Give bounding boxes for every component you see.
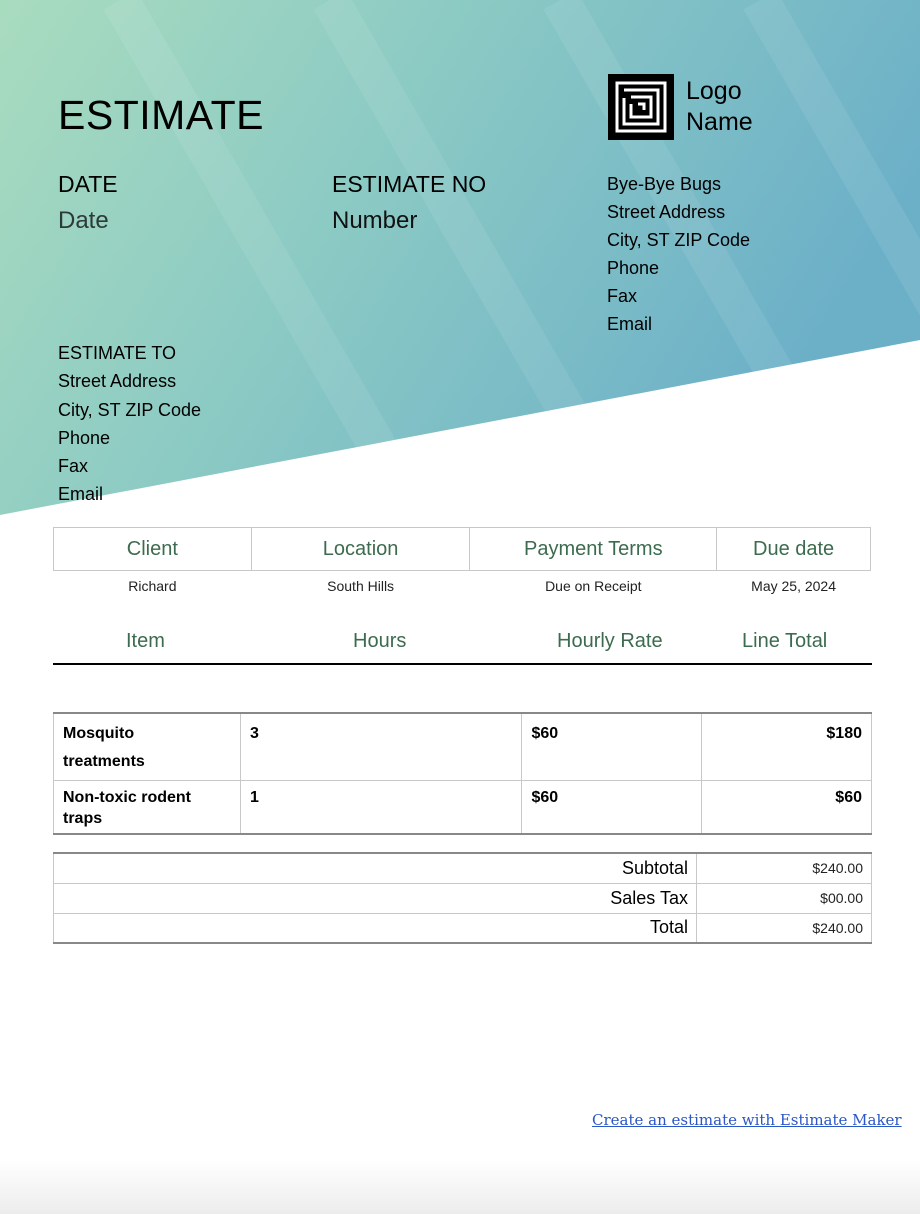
item-line-total[interactable]: $180 xyxy=(702,713,872,781)
estimate-to-email[interactable]: Email xyxy=(58,484,104,505)
client-info-value-row xyxy=(54,571,871,599)
items-header-item: Item xyxy=(126,630,165,652)
client-info-header-row xyxy=(54,528,871,571)
estimate-number-label: ESTIMATE NO xyxy=(332,171,487,197)
item-hours[interactable]: 3 xyxy=(240,713,522,781)
company-phone[interactable]: Phone xyxy=(607,258,660,278)
company-email[interactable]: Email xyxy=(607,314,653,334)
estimate-number-value[interactable]: Number xyxy=(332,207,418,234)
location-value[interactable]: South Hills xyxy=(327,577,395,594)
estimate-to-phone[interactable]: Phone xyxy=(58,427,111,448)
item-rate[interactable]: $60 xyxy=(522,713,702,781)
date-label: DATE xyxy=(58,171,118,197)
estimate-maker-link[interactable]: Create an estimate with Estimate Maker xyxy=(592,1111,902,1129)
table-row xyxy=(54,781,872,835)
total-value[interactable]: $240.00 xyxy=(697,913,872,943)
company-street[interactable]: Street Address xyxy=(607,202,726,222)
items-header-total: Line Total xyxy=(742,630,828,652)
company-city[interactable]: City, ST ZIP Code xyxy=(607,230,751,250)
items-table xyxy=(53,712,872,835)
logo-name xyxy=(686,76,753,138)
subtotal-row xyxy=(54,853,872,883)
header-client: Client xyxy=(54,528,252,571)
company-fax[interactable]: Fax xyxy=(607,286,638,306)
items-header-hours: Hours xyxy=(353,630,407,652)
item-name[interactable] xyxy=(54,781,241,835)
item-name-text: Non-toxic rodent traps xyxy=(63,789,191,827)
sales-tax-label: Sales Tax xyxy=(54,883,697,913)
client-value[interactable]: Richard xyxy=(128,577,177,594)
logo-line-1: Logo xyxy=(686,77,742,105)
logo-line-2: Name xyxy=(686,108,753,136)
payment-terms-value[interactable]: Due on Receipt xyxy=(545,577,642,594)
item-line-total[interactable]: $60 xyxy=(702,781,872,835)
due-date-value[interactable]: May 25, 2024 xyxy=(751,577,836,594)
subtotal-value[interactable]: $240.00 xyxy=(697,853,872,883)
sales-tax-row xyxy=(54,883,872,913)
header-due-date: Due date xyxy=(717,528,871,571)
subtotal-label: Subtotal xyxy=(54,853,697,883)
item-name[interactable] xyxy=(54,713,241,781)
estimate-to-block xyxy=(58,339,201,509)
estimate-to-fax[interactable]: Fax xyxy=(58,456,89,477)
maze-logo-icon xyxy=(608,74,674,140)
items-header-row xyxy=(53,622,872,665)
header-payment-terms: Payment Terms xyxy=(470,528,717,571)
items-header-rate: Hourly Rate xyxy=(557,630,663,652)
company-info xyxy=(607,170,750,338)
company-name[interactable]: Bye-Bye Bugs xyxy=(607,174,722,194)
item-rate[interactable]: $60 xyxy=(522,781,702,835)
page-bottom-shadow xyxy=(0,1160,920,1214)
estimate-to-street[interactable]: Street Address xyxy=(58,371,177,392)
estimate-to-label: ESTIMATE TO xyxy=(58,343,177,363)
sales-tax-value[interactable]: $00.00 xyxy=(697,883,872,913)
total-row xyxy=(54,913,872,943)
totals-table xyxy=(53,852,872,944)
item-hours[interactable]: 1 xyxy=(240,781,522,835)
document-title: ESTIMATE xyxy=(58,92,264,138)
total-label: Total xyxy=(54,913,697,943)
item-name-text: Mosquito treatments xyxy=(63,725,145,770)
client-info-table xyxy=(53,527,871,599)
header-location: Location xyxy=(251,528,470,571)
table-row xyxy=(54,713,872,781)
estimate-to-city[interactable]: City, ST ZIP Code xyxy=(58,399,202,420)
date-value[interactable]: Date xyxy=(58,207,109,234)
